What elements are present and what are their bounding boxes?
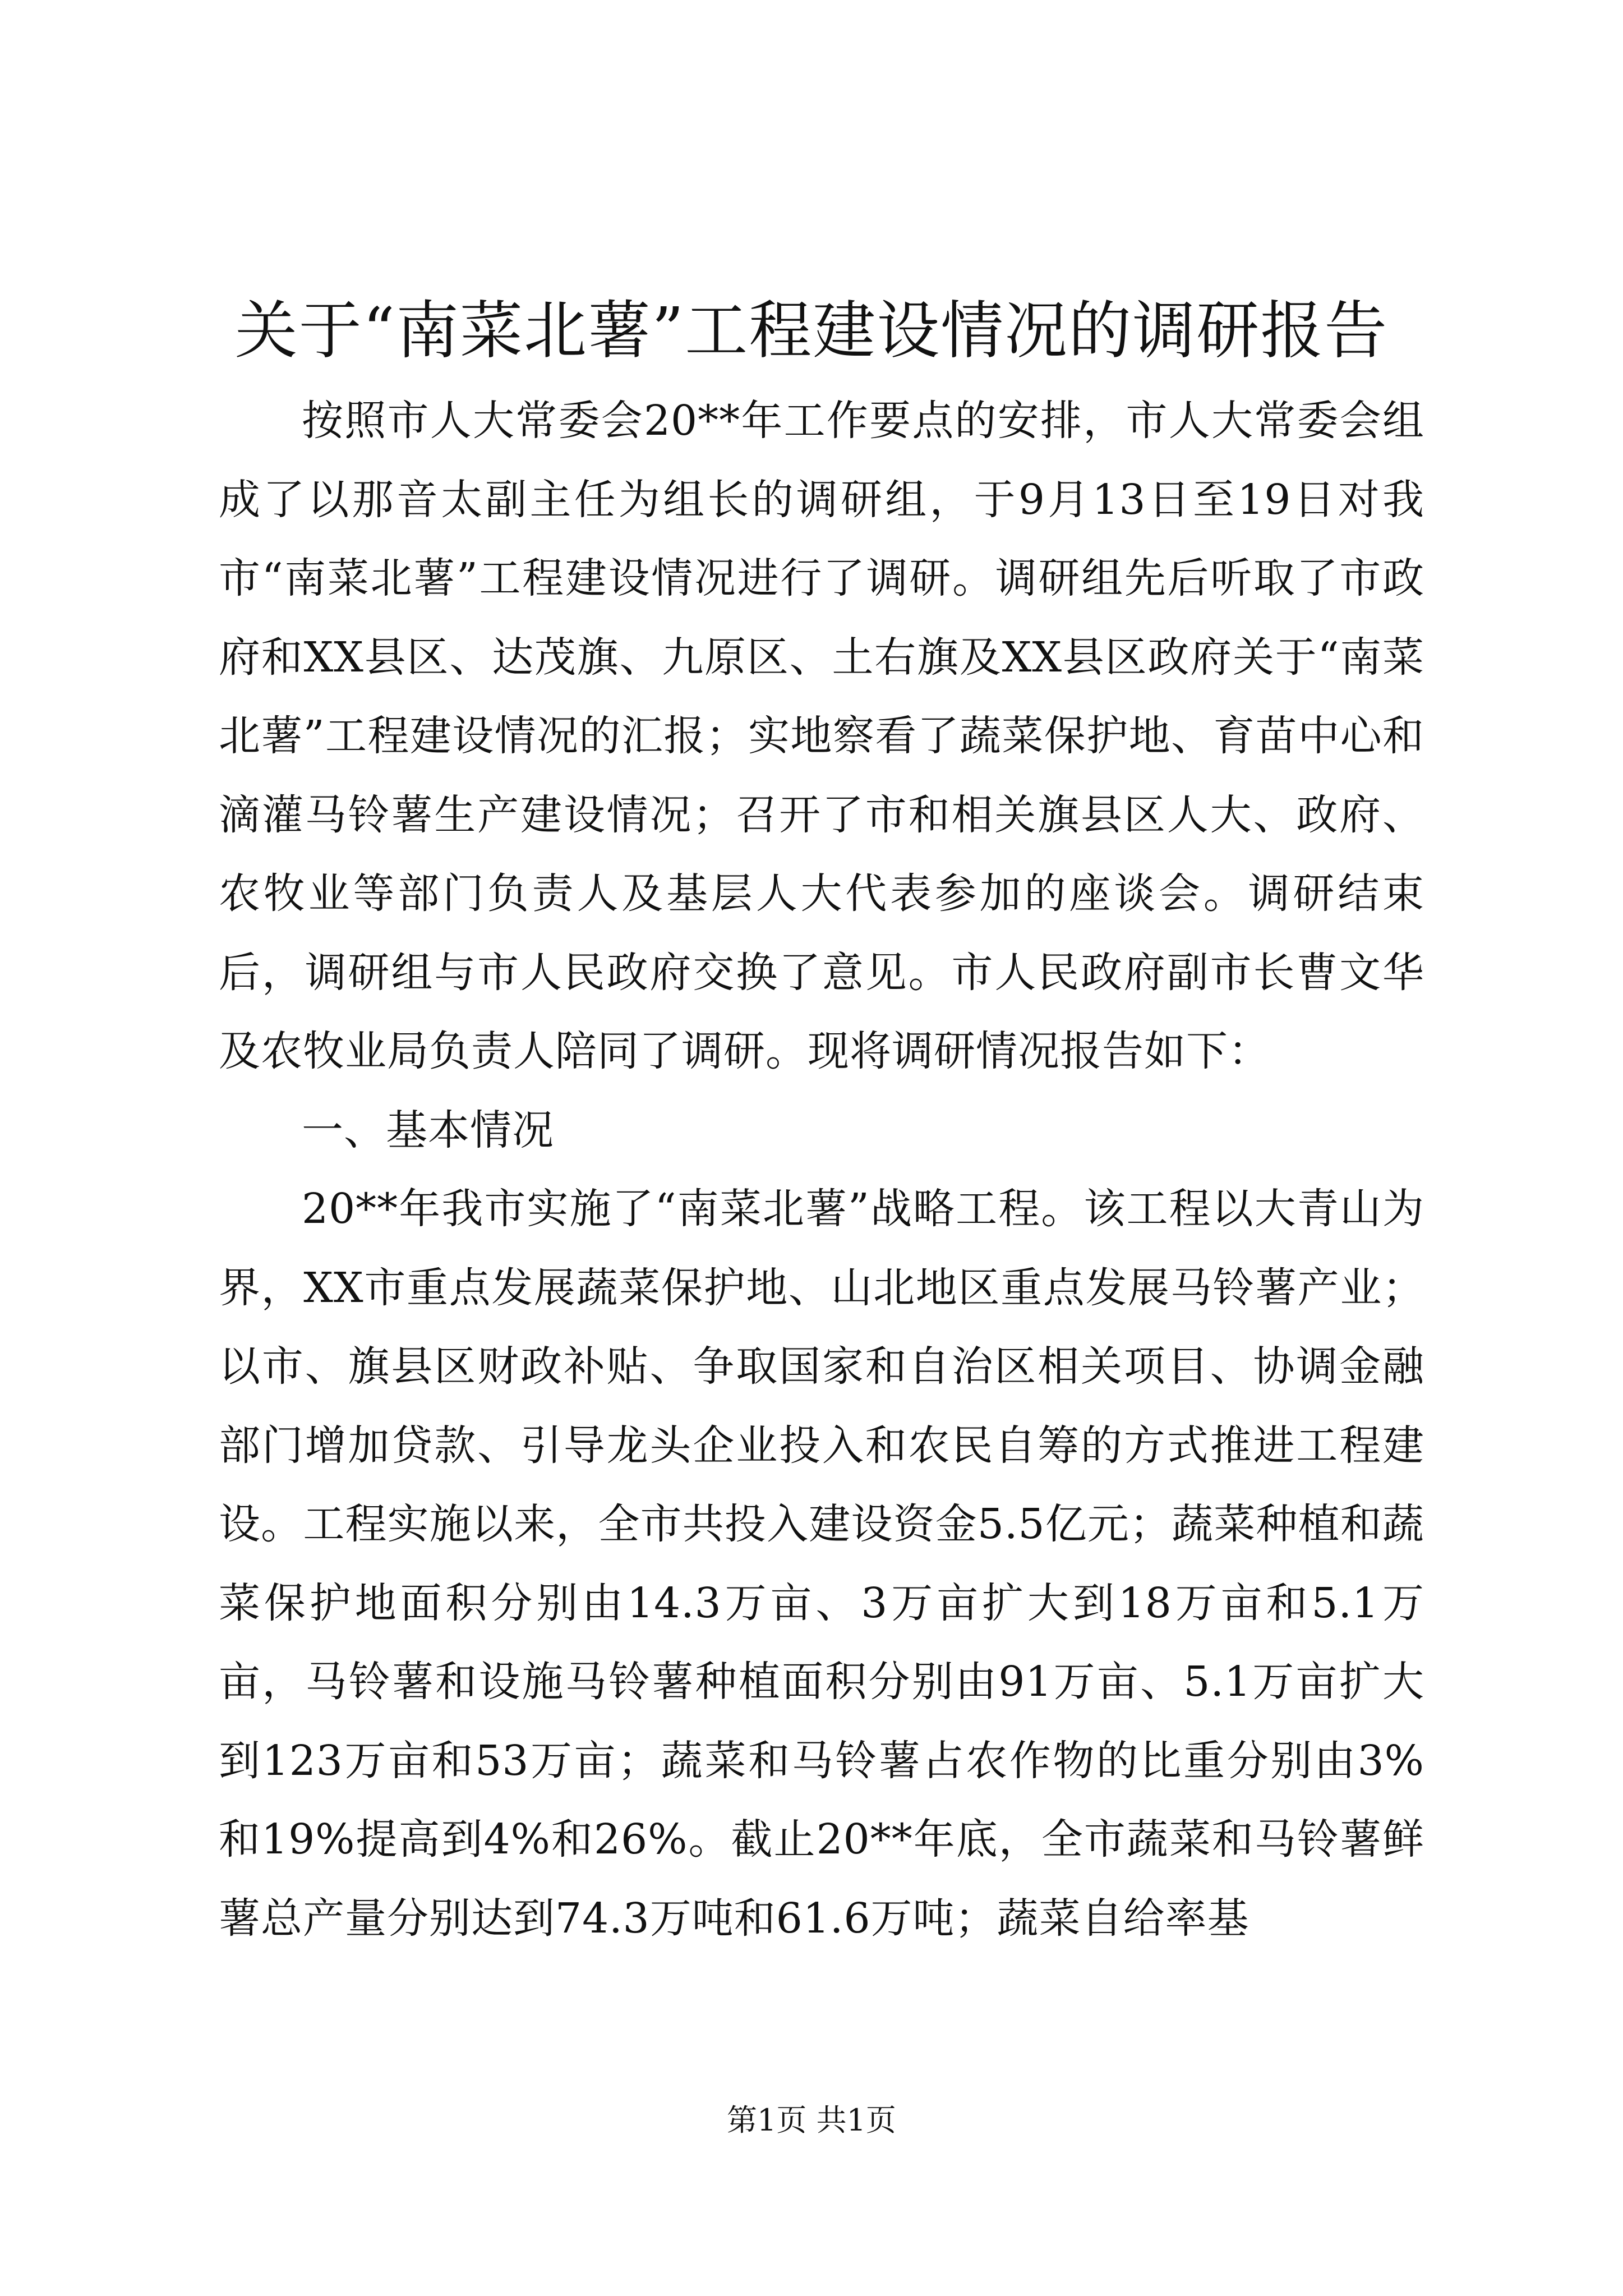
document-body [219, 381, 1424, 1958]
paragraph-basic-situation: 20**年我市实施了“南菜北薯”战略工程。该工程以大青山为界，XX市重点发展蔬菜保护地、山北地区重点发展马铃薯产业；以市、旗县区财政补贴、争取国家和自治区相关项目、协调金融部门增加贷款、引导龙头企业投入和农民自筹的方式推进工程建设。工程实施以来，全市共投入建设资金5.5亿元；蔬菜种植和蔬菜保护地面积分别由14.3万亩、3万亩扩大到18万亩和5.1万亩，马铃薯和设施马铃薯种植面积分别由91万亩、5.1万亩扩大到123万亩和53万亩；蔬菜和马铃薯占农作物的比重分别由3%和19%提高到4%和26%。截止20**年底，全市蔬菜和马铃薯鲜薯总产量分别达到74.3万吨和61.6万吨；蔬菜自给率基 [219, 1185, 1424, 1943]
paragraph-intro: 按照市人大常委会20**年工作要点的安排，市人大常委会组成了以那音太副主任为组长的调研组，于9月13日至19日对我市“南菜北薯”工程建设情况进行了调研。调研组先后听取了市政府和XX县区、达茂旗、九原区、土右旗及XX县区政府关于“南菜北薯”工程建设情况的汇报；实地察看了蔬菜保护地、育苗中心和滴灌马铃薯生产建设情况；召开了市和相关旗县区人大、政府、农牧业等部门负责人及基层人大代表参加的座谈会。调研结束后，调研组与市人民政府交换了意见。市人民政府副市长曹文华及农牧业局负责人陪同了调研。现将调研情况报告如下： [219, 397, 1424, 1075]
page-footer: 第1页 共1页 [727, 2102, 896, 2138]
section-heading-basic-situation: 一、基本情况 [302, 1106, 554, 1154]
document-title: 关于“南菜北薯”工程建设情况的调研报告 [234, 295, 1389, 367]
